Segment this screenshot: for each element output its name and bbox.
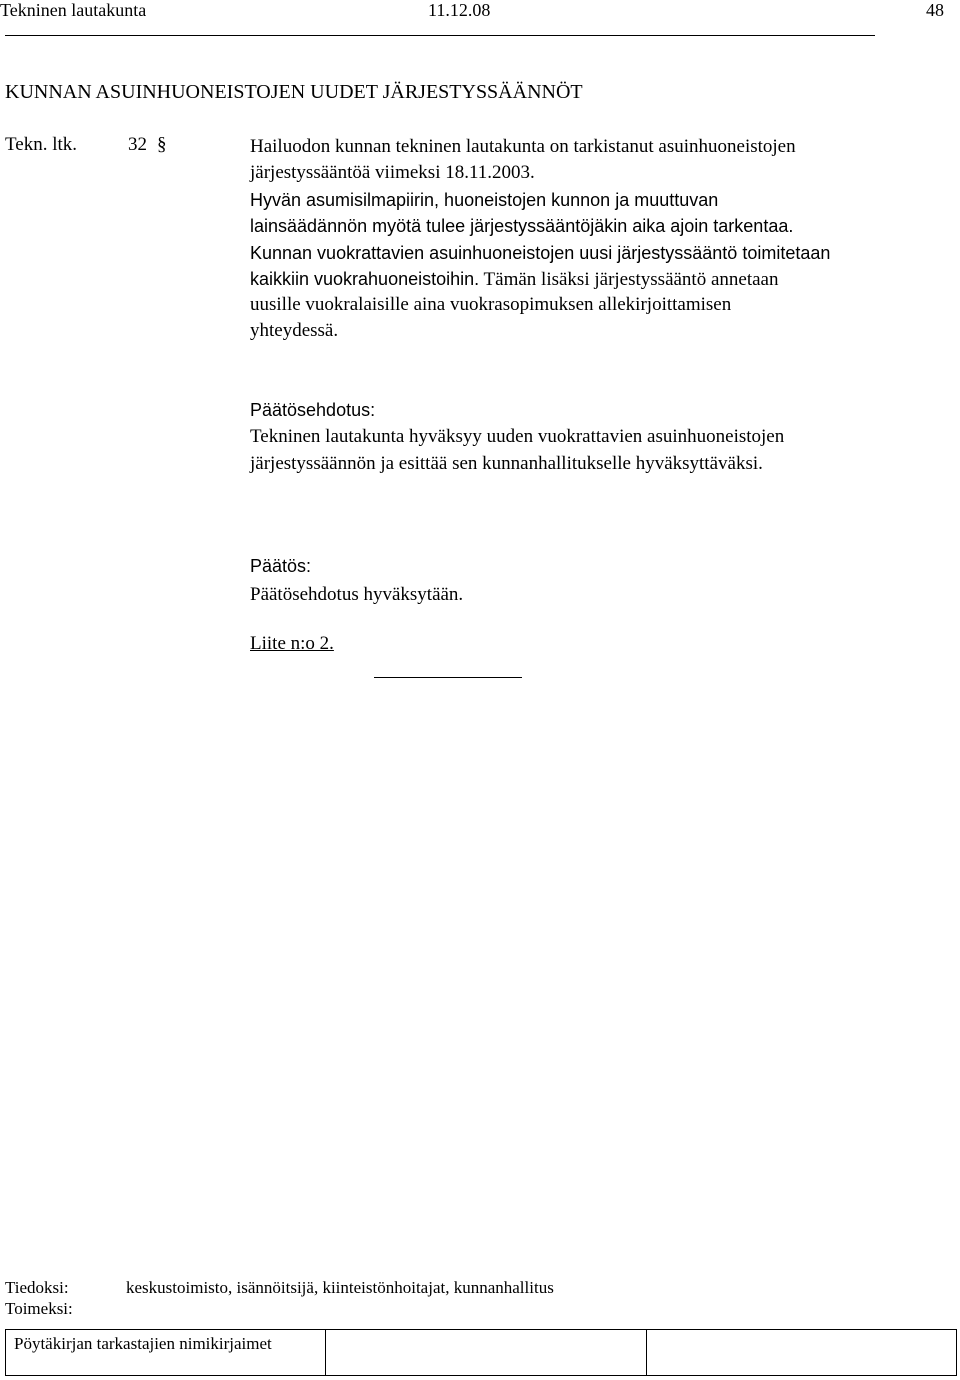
paragraph1-line2: järjestyssääntöä viimeksi 18.11.2003.: [250, 162, 535, 183]
section-body: Tekn. ltk.: [5, 134, 78, 155]
header-date: 11.12.08: [428, 0, 491, 20]
footer-action-label: Toimeksi:: [5, 1299, 73, 1318]
footer-info-label: Tiedoksi:: [5, 1278, 69, 1297]
paragraph1-line1: Hailuodon kunnan tekninen lautakunta on tarkistanut asuinhuoneistojen: [250, 136, 796, 157]
signature-box-1: [326, 1330, 646, 1376]
proposal-line1: Tekninen lautakunta hyväksyy uuden vuokrattavien asuinhuoneistojen: [250, 426, 785, 447]
document-title: KUNNAN ASUINHUONEISTOJEN UUDET JÄRJESTYSSÄÄNNÖT: [5, 81, 583, 103]
paragraph2-line3: Kunnan vuokrattavien asuinhuoneistojen uusi järjestyssääntö toimitetaan: [250, 243, 831, 263]
signature-box-2: [646, 1330, 956, 1376]
signature-label-cell: [6, 1330, 326, 1376]
attachment-reference: Liite n:o 2.: [250, 633, 334, 654]
decision-text: Päätösehdotus hyväksytään.: [250, 584, 464, 605]
paragraph2-line6: yhteydessä.: [250, 320, 339, 341]
section-symbol: §: [157, 134, 167, 155]
decision-label: Päätös:: [250, 556, 312, 576]
section-number: 32: [128, 134, 147, 155]
header-committee: Tekninen lautakunta: [0, 0, 147, 20]
paragraph2-line1: Hyvän asumisilmapiirin, huoneistojen kunnon ja muuttuvan: [250, 190, 719, 210]
paragraph2-line4-part2: Tämän lisäksi järjestyssääntö annetaan: [479, 269, 779, 290]
proposal-line2: järjestyssäännön ja esittää sen kunnanhallitukselle hyväksyttäväksi.: [250, 453, 763, 474]
signature-label: Pöytäkirjan tarkastajien nimikirjaimet: [14, 1334, 272, 1353]
paragraph2-line5: uusille vuokralaisille aina vuokrasopimuksen allekirjoittamisen: [250, 294, 732, 315]
header-page-number: 48: [926, 0, 944, 20]
proposal-label: Päätösehdotus:: [250, 400, 376, 420]
footer-info-value: keskustoimisto, isännöitsijä, kiinteistönhoitajat, kunnanhallitus: [126, 1278, 554, 1297]
header-rule: [5, 35, 875, 36]
paragraph2-line4: [250, 266, 778, 293]
paragraph2-line2: lainsäädännön myötä tulee järjestyssääntöjäkin aika ajoin tarkentaa.: [250, 216, 794, 236]
signature-table: [5, 1329, 957, 1376]
paragraph2-line4-part1: kaikkiin vuokrahuoneistoihin.: [250, 269, 480, 289]
end-rule: [374, 677, 522, 678]
